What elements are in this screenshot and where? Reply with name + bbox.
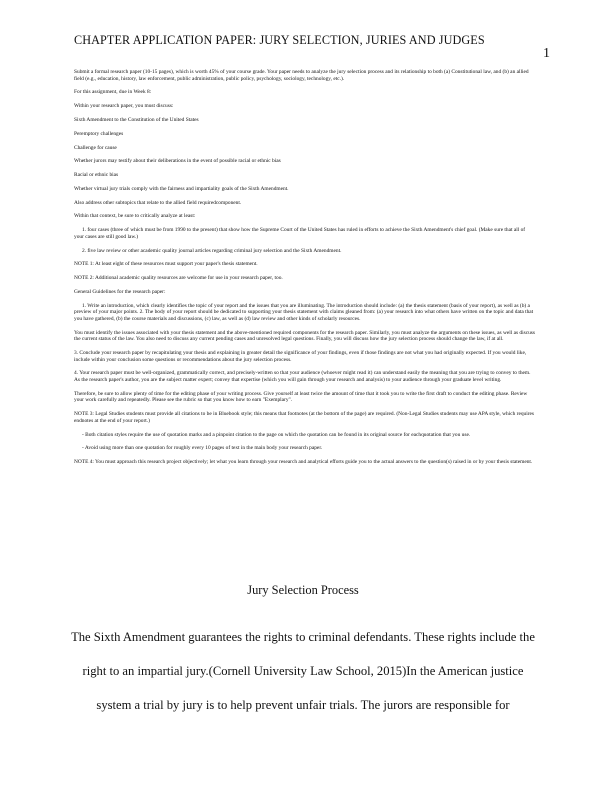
essay-title: Jury Selection Process xyxy=(247,583,359,597)
prompt-guideline: 3. Conclude your research paper by recapitulating your thesis and explaining in greater detail the significance of your findings, even if those findings are not what you had originally expected. If you would like, include within your conclusion some questions or recommendations about the jury selection process. xyxy=(74,350,527,363)
prompt-guideline: 4. Your research paper must be well-organized, grammatically correct, and precisely-written so that your audience (whoever might read it) can understand easily the meaning that you are trying to convey to them. As the research paper's author, you are the subject matter expert; convey that expertise (which you will gain through your research and analysis) to your audience through your graduate level writing. xyxy=(74,370,531,383)
prompt-note: NOTE 4: You must approach this research project objectively; let what you learn through your research and analytical efforts guide you to the actual answers to the question(s) raised in or by your thesis statement. xyxy=(74,459,533,466)
prompt-note: NOTE 2: Additional academic quality resources are welcome for use in your research paper, too. xyxy=(74,275,283,282)
prompt-paragraph: Peremptory challenges xyxy=(74,130,124,137)
prompt-list-item: 1. four cases (three of which must be from 1990 to the present) that show how the Supreme Court of the United States has ruled in efforts to achieve the Sixth Amendment's chief goal. (Make sure that all of your cases are still good law.) xyxy=(74,227,526,240)
prompt-paragraph: Submit a formal research paper (10-15 pages), which is worth 45% of your course grade. Your paper needs to analyze the jury selection process and its relationship to both (a) Constitutional law, and (b) an allied field (e.g., education, history, law enforcement, public administration, public policy, psychology, sociology, technology, etc.). xyxy=(74,69,529,82)
prompt-paragraph: For this assignment, due in Week 8: xyxy=(74,89,152,96)
essay-line: system a trial by jury is to help prevent unfair trials. The jurors are responsible for xyxy=(96,698,510,712)
essay-line: right to an impartial jury.(Cornell University Law School, 2015)In the American justice xyxy=(82,664,524,678)
document-title: CHAPTER APPLICATION PAPER: JURY SELECTION, JURIES AND JUDGES xyxy=(74,33,485,47)
prompt-paragraph: Challenge for cause xyxy=(74,144,117,151)
prompt-paragraph: General Guidelines for the research paper: xyxy=(74,288,166,295)
prompt-paragraph: Therefore, be sure to allow plenty of time for the editing phase of your writing process. Give yourself at least twice the amount of time that it took you to write the first draft to conduct the editing phase. Review your work carefully and repeatedly. Please see the rubric so that you know how to earn "Exemplary". xyxy=(74,390,528,404)
prompt-guideline: 1. Write an introduction, which clearly identifies the topic of your report and the issues that you are illuminating. The introduction should include: (a) the thesis statement (basis of your report), as well as (b) a preview of your major points. 2. The body of your report should be dedicated to supporting your thesis statement with claims gleaned from: (a) your research into what others have written on the topic and data that you have gathered, (b) the course materials and discussions, (c) law, as well as (d) law review and other kinds of scholarly resources. xyxy=(74,302,534,322)
essay-line: The Sixth Amendment guarantees the rights to criminal defendants. These rights include the xyxy=(71,630,535,644)
assignment-prompt xyxy=(74,69,536,473)
prompt-paragraph: Also address other subtopics that relate to the allied field requiredcomponent. xyxy=(74,199,242,206)
prompt-list-item: - Avoid using more than one quotation for roughly every 10 pages of text in the main body your research paper. xyxy=(82,445,323,452)
prompt-paragraph: Within your research paper, you must discuss: xyxy=(74,103,174,110)
prompt-note: NOTE 3: Legal Studies students must provide all citations to be in Bluebook style; this means that footnotes (at the bottom of the page) are required. (Non-Legal Studies students may use APA style, which requires endnotes at the end of your report.) xyxy=(74,411,535,424)
page-number: 1 xyxy=(543,46,550,61)
prompt-paragraph: Within that context, be sure to critically analyze at least: xyxy=(74,213,196,220)
prompt-paragraph: Whether virtual jury trials comply with the fairness and impartiality goals of the Sixth Amendment. xyxy=(74,185,289,192)
prompt-note: NOTE 1: At least eight of these resources must support your paper's thesis statement. xyxy=(74,261,258,268)
prompt-paragraph: Racial or ethnic bias xyxy=(74,172,119,179)
prompt-paragraph: You must identify the issues associated with your thesis statement and the above-mentioned required components for the research paper. Similarly, you must analyze the arguments on these issues, as well as discuss the current status of the law. You also need to discuss any current pending cases and unresolved legal questions. Finally, you will discuss how the jury selection process should change the law, if at all. xyxy=(74,329,535,343)
prompt-list-item: 2. five law review or other academic quality journal articles regarding criminal jury selection and the Sixth Amendment. xyxy=(82,247,342,254)
essay-body xyxy=(70,620,536,722)
prompt-paragraph: Whether jurors may testify about their deliberations in the event of possible racial or ethnic bias xyxy=(74,158,281,165)
prompt-paragraph: Sixth Amendment to the Constitution of the United States xyxy=(74,116,199,123)
prompt-list-item: - Both citation styles require the use of quotation marks and a pinpoint citation to the page on which the quotation can be found in its original source for eachquotation that you use. xyxy=(82,431,471,438)
